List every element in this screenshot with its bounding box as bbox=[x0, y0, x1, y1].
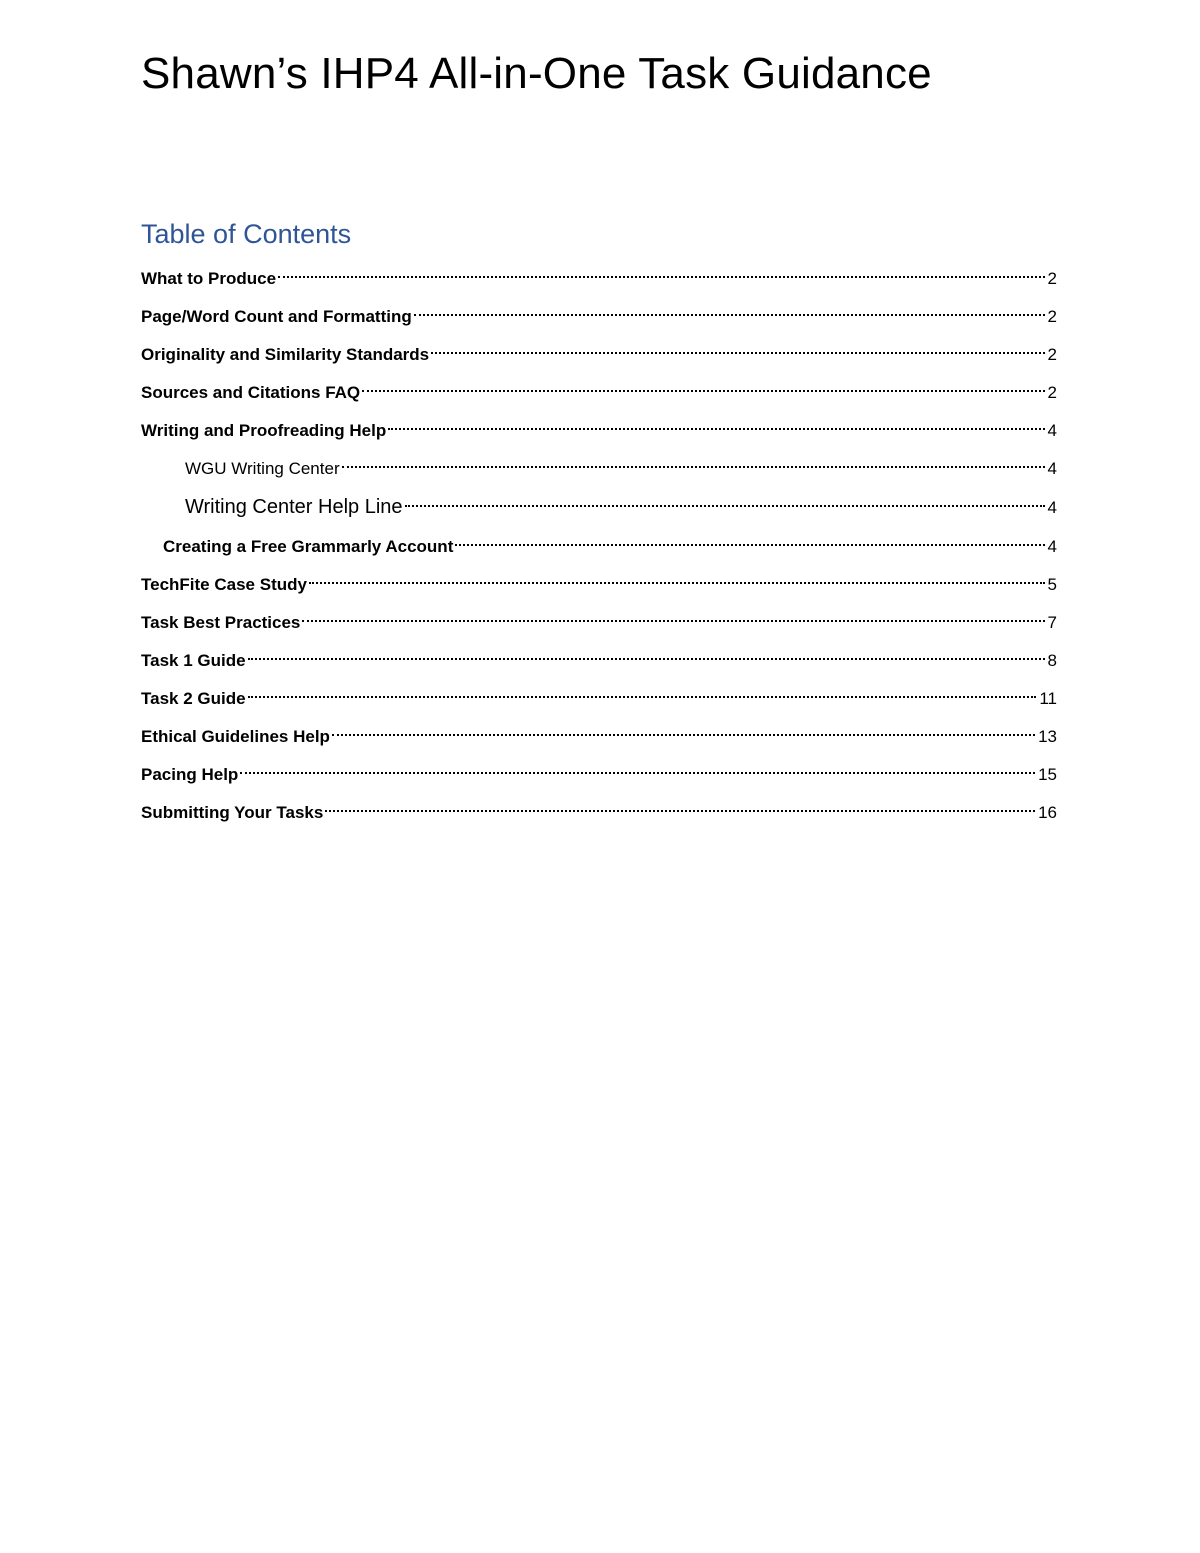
toc-dot-leader bbox=[248, 680, 1037, 704]
toc-entry-page: 2 bbox=[1047, 269, 1057, 288]
toc-entry-page: 4 bbox=[1047, 537, 1057, 556]
toc-entry-page: 4 bbox=[1047, 498, 1057, 517]
toc-entry-label: Pacing Help bbox=[141, 765, 239, 784]
toc-entry-page: 2 bbox=[1047, 383, 1057, 402]
toc-entry-page: 2 bbox=[1047, 307, 1057, 326]
toc-entry-page: 7 bbox=[1047, 613, 1057, 632]
toc-entry-page: 15 bbox=[1038, 765, 1057, 784]
toc-entry-page: 4 bbox=[1047, 421, 1057, 440]
toc-entry-writing-proofreading[interactable] bbox=[141, 412, 1057, 440]
toc-entry-pacing-help[interactable] bbox=[141, 756, 1057, 784]
toc-heading: Table of Contents bbox=[141, 219, 352, 249]
toc-dot-leader bbox=[455, 528, 1044, 552]
toc-entry-label: Writing Center Help Line bbox=[185, 496, 403, 518]
toc-entry-wgu-writing-center[interactable] bbox=[185, 450, 1057, 478]
toc-entry-sources-citations[interactable] bbox=[141, 374, 1057, 402]
toc-dot-leader bbox=[248, 642, 1045, 666]
toc-entry-page: 8 bbox=[1047, 651, 1057, 670]
toc-entry-label: WGU Writing Center bbox=[185, 459, 340, 478]
toc-entry-label: Page/Word Count and Formatting bbox=[141, 307, 412, 326]
toc-dot-leader bbox=[332, 718, 1035, 742]
toc-entry-label: TechFite Case Study bbox=[141, 575, 307, 594]
toc-dot-leader bbox=[240, 756, 1035, 780]
toc-entry-page: 5 bbox=[1047, 575, 1057, 594]
toc-entry-what-to-produce[interactable] bbox=[141, 260, 1057, 288]
toc-entry-page: 11 bbox=[1039, 689, 1057, 708]
toc-dot-leader bbox=[342, 450, 1045, 474]
toc-entry-label: Sources and Citations FAQ bbox=[141, 383, 361, 402]
toc-entry-submitting-tasks[interactable] bbox=[141, 794, 1057, 822]
toc-entry-page: 13 bbox=[1038, 727, 1057, 746]
toc-entry-techfite-case-study[interactable] bbox=[141, 566, 1057, 594]
toc-entry-grammarly-account[interactable] bbox=[163, 528, 1057, 556]
toc-entry-task-best-practices[interactable] bbox=[141, 604, 1057, 632]
document-title: Shawn’s IHP4 All-in-One Task Guidance bbox=[141, 49, 932, 98]
toc-dot-leader bbox=[325, 794, 1035, 818]
toc-entry-label: Task Best Practices bbox=[141, 613, 301, 632]
toc-entry-label: Submitting Your Tasks bbox=[141, 803, 324, 822]
toc-entry-label: Task 1 Guide bbox=[141, 651, 246, 670]
toc-entry-page: 4 bbox=[1047, 459, 1057, 478]
toc-entry-task-1-guide[interactable] bbox=[141, 642, 1057, 670]
toc-entry-writing-center-help-line[interactable] bbox=[185, 489, 1057, 518]
toc-entry-label: Ethical Guidelines Help bbox=[141, 727, 330, 746]
toc-entry-label: Originality and Similarity Standards bbox=[141, 345, 430, 364]
toc-entry-label: Writing and Proofreading Help bbox=[141, 421, 387, 440]
toc-entry-page-word-count[interactable] bbox=[141, 298, 1057, 326]
toc-entry-originality[interactable] bbox=[141, 336, 1057, 364]
toc-dot-leader bbox=[309, 566, 1045, 590]
toc-dot-leader bbox=[388, 412, 1044, 436]
toc-dot-leader bbox=[302, 604, 1044, 628]
toc-entry-label: Task 2 Guide bbox=[141, 689, 246, 708]
toc-entry-page: 2 bbox=[1047, 345, 1057, 364]
toc-dot-leader bbox=[362, 374, 1044, 398]
toc-entry-ethical-guidelines[interactable] bbox=[141, 718, 1057, 746]
toc-dot-leader bbox=[414, 298, 1045, 322]
toc-entry-label: Creating a Free Grammarly Account bbox=[163, 537, 454, 556]
toc-entry-task-2-guide[interactable] bbox=[141, 680, 1057, 708]
toc-dot-leader bbox=[431, 336, 1044, 360]
toc-dot-leader bbox=[278, 260, 1044, 284]
toc-entry-page: 16 bbox=[1038, 803, 1057, 822]
toc-entry-label: What to Produce bbox=[141, 269, 277, 288]
toc-dot-leader bbox=[405, 489, 1045, 513]
